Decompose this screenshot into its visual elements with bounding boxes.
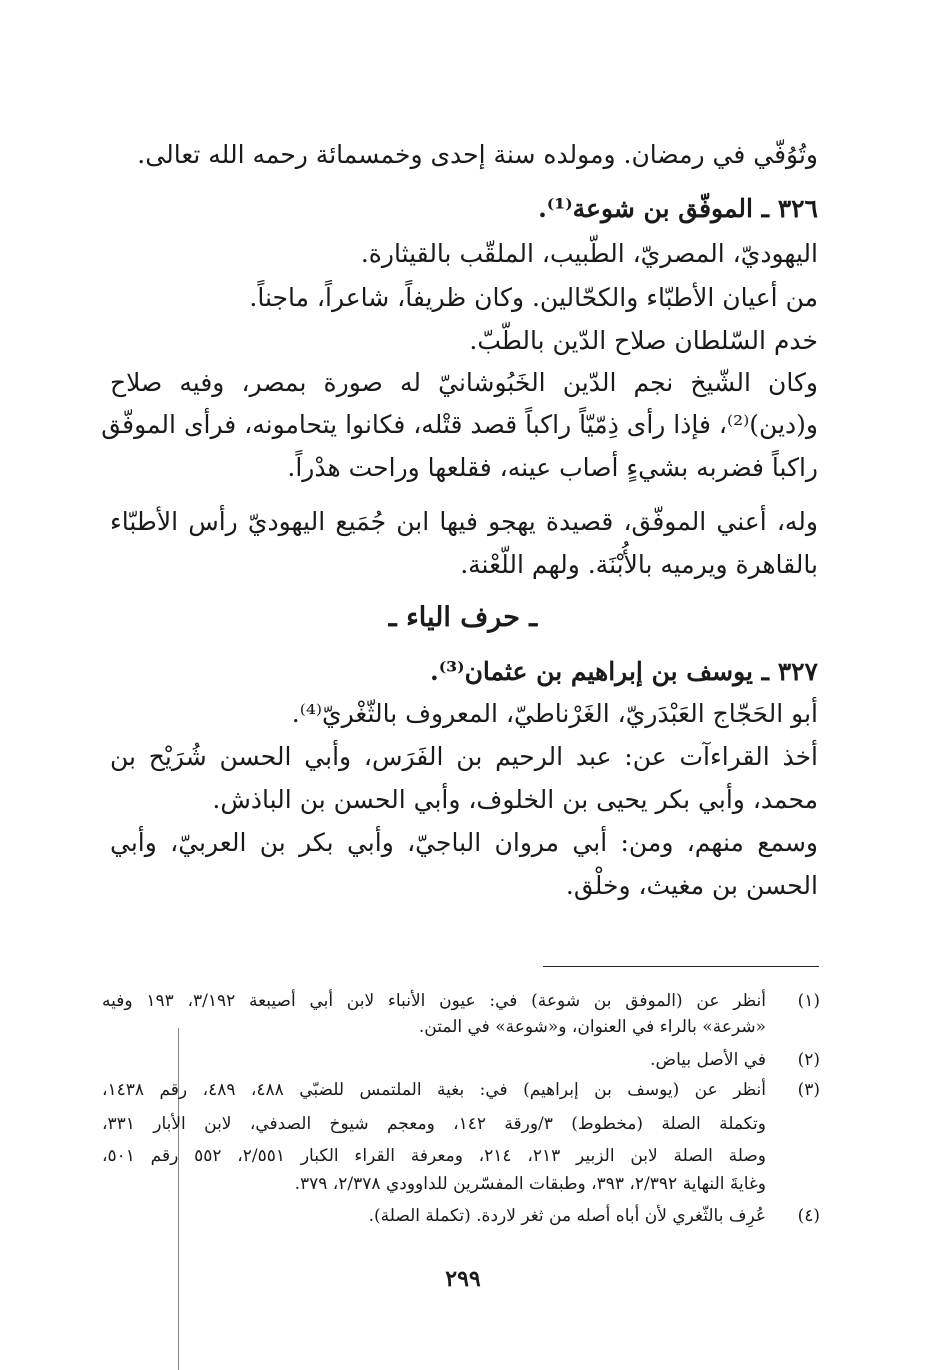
section-heading: ـ حرف الياء ـ <box>388 602 538 633</box>
body-line-14: الحسن بن مغيث، وخلْق. <box>565 871 818 900</box>
entry-heading-327: ٣٢٧ ـ يوسف بن إبراهيم بن عثمان⁽³⁾. <box>430 657 818 686</box>
footnote-3-line-1: أنظر عن (يوسف بن إبراهيم) في: بغية الملتمس للضبّي ٤٨٨، ٤٨٩، رقم ١٤٣٨، <box>102 1080 766 1100</box>
body-line-13: وسمع منهم، ومن: أبي مروان الباجيّ، وأبي بكر بن العربيّ، وأبي <box>110 828 818 857</box>
body-line-10: أبو الحَجّاج العَبْدَريّ، الغَرْناطيّ، المعروف بالثّغْريّ⁽⁴⁾. <box>291 699 818 728</box>
body-line-11: أخذ القراءآت عن: عبد الرحيم بن الفَرَس، وأبي الحسن شُرَيْح بن <box>110 742 818 771</box>
footnote-4-line-1: عُرِف بالثّغري لأن أباه أصله من ثغر لاردة. (تكملة الصلة). <box>368 1206 766 1226</box>
body-line-5: وكان الشّيخ نجم الدّين الخَبُوشانيّ له صورة بمصر، وفيه صلاح <box>110 368 818 397</box>
body-line-6: و(دين)⁽²⁾، فإذا رأى ذِمّيّاً راكباً قصد قتْله، فكانوا يتحامونه، فرأى الموفّق <box>101 410 818 439</box>
footnote-number-2: (٢) <box>797 1050 820 1070</box>
page-number: ٢٩٩ <box>445 1266 481 1292</box>
body-line-12: محمد، وأبي بكر يحيى بن الخلوف، وأبي الحسن بن الباذش. <box>212 785 818 814</box>
body-line-8: وله، أعني الموفّق، قصيدة يهجو فيها ابن جُمَيع اليهوديّ رأس الأطبّاء <box>110 507 818 536</box>
body-line-2: اليهوديّ، المصريّ، الطّبيب، الملقّب بالقيثارة. <box>360 239 818 268</box>
footnote-3-line-4: وغايةَ النهاية ٢/٣٩٢، ٣٩٣، وطبقات المفسّرين للداوودي ٢/٣٧٨، ٣٧٩. <box>294 1174 766 1194</box>
body-line-1: وتُوُفّي في رمضان. ومولده سنة إحدى وخمسمائة رحمه الله تعالى. <box>137 140 818 169</box>
body-line-7: راكباً فضربه بشيءٍ أصاب عينه، فقلعها وراحت هدْراً. <box>287 453 818 482</box>
footnote-number-4: (٤) <box>797 1206 820 1226</box>
body-line-3: من أعيان الأطبّاء والكحّالين. وكان ظريفاً، شاعراً، ماجناً. <box>249 283 818 312</box>
footnote-1-line-1: أنظر عن (الموفق بن شوعة) في: عيون الأنباء لابن أبي أصيبعة ٣/١٩٢، ١٩٣ وفيه <box>102 991 767 1011</box>
body-line-4: خدم السّلطان صلاح الدّين بالطّبّ. <box>469 326 818 355</box>
footnote-1-line-2: «شرعة» بالراء في العنوان، و«شوعة» في المتن. <box>418 1017 766 1037</box>
entry-heading-326: ٣٢٦ ـ الموفّق بن شوعة⁽¹⁾. <box>538 194 818 223</box>
footnote-3-line-2: وتكملة الصلة (مخطوط) ٣/ورقة ١٤٢، ومعجم شيوخ الصدفي، لابن الأبار ٣٣١، <box>102 1114 767 1134</box>
footnote-number-1: (١) <box>797 991 820 1011</box>
footnote-separator <box>543 966 819 967</box>
footnote-3-line-3: وصلة الصلة لابن الزبير ٢١٣، ٢١٤، ومعرفة القراء الكبار ٢/٥٥١، ٥٥٢ رقم ٥٠١، <box>102 1146 767 1166</box>
body-line-9: بالقاهرة ويرميه بالأُبْنَة. ولهم اللّعْنة. <box>460 550 818 579</box>
footnote-number-3: (٣) <box>797 1080 820 1100</box>
footnote-2-line-1: في الأصل بياض. <box>650 1050 766 1070</box>
